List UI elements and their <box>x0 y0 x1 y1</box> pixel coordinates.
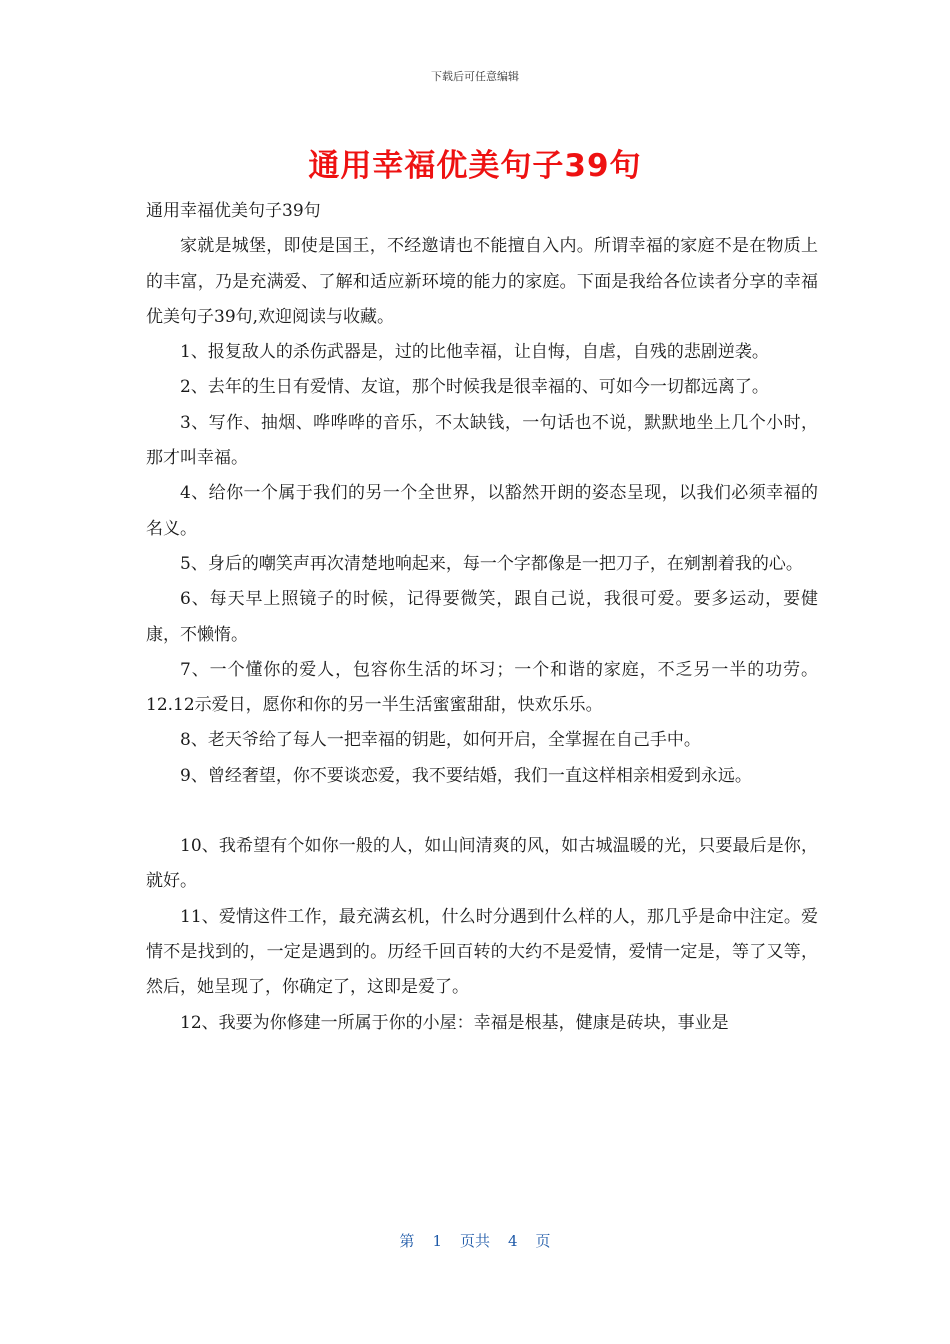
list-item: 9、曾经奢望，你不要谈恋爱，我不要结婚，我们一直这样相亲相爱到永远。 <box>180 765 752 786</box>
footer-current-page: 1 <box>432 1232 442 1250</box>
list-item: 5、身后的嘲笑声再次清楚地响起来，每一个字都像是一把刀子，在剜割着我的心。 <box>180 553 803 574</box>
footer-label-end: 页 <box>535 1232 551 1250</box>
footer-label-total: 页共 <box>459 1232 490 1250</box>
page-footer <box>0 1230 950 1251</box>
list-item: 2、去年的生日有爱情、友谊，那个时候我是很幸福的、可如今一切都远离了。 <box>180 377 769 398</box>
list-item: 3、写作、抽烟、哗哗哗的音乐，不太缺钱，一句话也不说，默默地坐上几个小时，那才叫幸福。 <box>146 412 818 469</box>
document-title: 通用幸福优美句子39句 <box>308 148 642 184</box>
list-item: 6、每天早上照镜子的时候，记得要微笑，跟自己说，我很可爱。要多运动，要健康，不懒惰。 <box>146 589 818 645</box>
list-item: 12、我要为你修建一所属于你的小屋：幸福是根基，健康是砖块，事业是 <box>180 1012 729 1033</box>
list-item: 11、爱情这件工作，最充满玄机，什么时分遇到什么样的人，那几乎是命中注定。爱情不是找到的，一定是遇到的。历经千回百转的大约不是爱情，爱情一定是，等了又等，然后，她呈现了，你确定了，这即是爱了。 <box>146 906 818 998</box>
footer-label-page: 第 <box>399 1232 415 1250</box>
footer-total-pages: 4 <box>508 1232 518 1250</box>
intro-paragraph: 家就是城堡，即使是国王，不经邀请也不能擅自入内。所谓幸福的家庭不是在物质上的丰富，乃是充满爱、了解和适应新环境的能力的家庭。下面是我给各位读者分享的幸福优美句子39句,欢迎阅读与收藏。 <box>146 236 818 327</box>
list-item: 4、给你一个属于我们的另一个全世界，以豁然开朗的姿态呈现，以我们必须幸福的名义。 <box>146 483 818 539</box>
list-item: 10、我希望有个如你一般的人，如山间清爽的风，如古城温暖的光，只要最后是你，就好。 <box>146 836 818 892</box>
document-subtitle: 通用幸福优美句子39句 <box>146 201 321 221</box>
list-item: 7、一个懂你的爱人，包容你生活的坏习；一个和谐的家庭，不乏另一半的功劳。12.12示爱日，愿你和你的另一半生活蜜蜜甜甜，快欢乐乐。 <box>146 659 818 716</box>
document-body <box>146 194 818 1041</box>
list-item: 1、报复敌人的杀伤武器是，过的比他幸福，让自悔，自虐，自残的悲剧逆袭。 <box>180 342 769 363</box>
list-item: 8、老天爷给了每人一把幸福的钥匙，如何开启，全掌握在自己手中。 <box>180 730 701 751</box>
header-note: 下载后可任意编辑 <box>431 70 519 83</box>
